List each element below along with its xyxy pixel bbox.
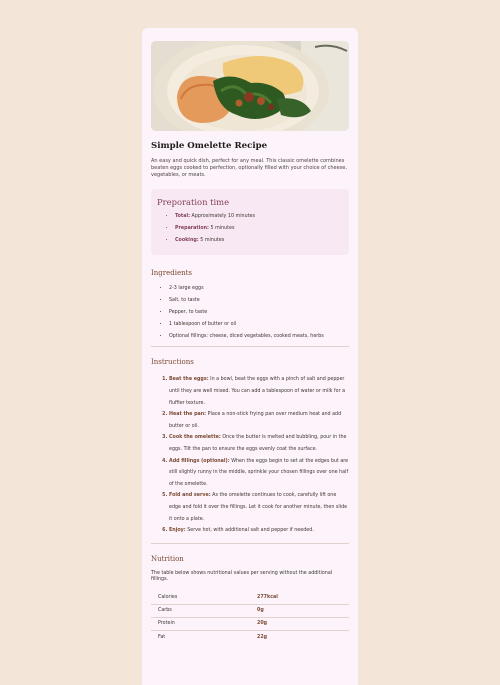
nutrient-value: 0g: [250, 604, 349, 617]
prep-value: 5 minutes: [198, 238, 225, 244]
page-title: Simple Omelette Recipe: [151, 141, 268, 151]
divider: [151, 346, 349, 347]
prep-label: Cooking:: [175, 238, 199, 244]
ingredients-heading: Ingredients: [151, 269, 193, 278]
nutrition-heading: Nutrition: [151, 554, 184, 563]
nutrient-name: Calories: [151, 592, 250, 605]
nutrient-name: Protein: [151, 617, 250, 630]
list-item: • Salt, to taste: [169, 297, 349, 304]
nutrient-value: 277kcal: [250, 592, 349, 605]
list-item: • 1 tablespoon of butter or oil: [169, 321, 349, 328]
ingredients-list: [151, 285, 349, 340]
prep-time-box: [151, 189, 349, 255]
step-label: Fold and serve:: [169, 493, 211, 499]
table-row: [151, 604, 349, 617]
step-text: When the eggs begin to set at the edges but are still slightly runny in the middle, sprinkle your chosen fillings over one half of the omelette.: [169, 458, 349, 487]
table-row: [151, 592, 349, 605]
list-item: • 2-3 large eggs: [169, 285, 349, 292]
step-label: Beat the eggs:: [169, 377, 209, 383]
list-item: [175, 213, 343, 220]
prep-heading: Preporation time: [157, 197, 230, 208]
instructions-heading: Instructions: [151, 358, 194, 367]
nutrient-value: 20g: [250, 617, 349, 630]
prep-list: [157, 213, 343, 244]
list-item: [175, 225, 343, 232]
step-text: Serve hot, with additional salt and pepper if needed.: [185, 528, 314, 534]
nutrition-table: [151, 592, 349, 644]
step-label: Cook the omelette:: [169, 435, 221, 441]
prep-value: Approximately 10 minutes: [190, 214, 255, 220]
step-text: Once the butter is melted and bubbling, pour in the eggs. Tilt the pan to ensure the eggs evenly coat the surface.: [169, 435, 347, 452]
step-text: Place a non-stick frying pan over medium heat and add butter or oil.: [169, 412, 342, 429]
nutrient-value: 22g: [257, 634, 268, 640]
list-item: [169, 490, 349, 525]
recipe-intro: An easy and quick dish, perfect for any meal. This classic omelette combines beaten eggs cooked to perfection, optionally filled with your choice of cheese, vegetables, or meats.: [151, 158, 347, 178]
step-label: Enjoy:: [169, 528, 186, 534]
prep-value: 5 minutes: [208, 226, 235, 232]
prep-label: Preparation:: [175, 226, 209, 232]
prep-label: Total:: [175, 214, 191, 220]
list-item: [175, 237, 343, 244]
list-item: [169, 374, 349, 409]
list-item: [169, 456, 349, 491]
nutrient-name: Fat: [158, 634, 166, 640]
omelette-image: [151, 41, 349, 131]
table-row: [151, 631, 349, 644]
step-text: In a bowl, beat the eggs with a pinch of salt and pepper until they are well mixed. You can add a tablespoon of water or milk for a fluffier texture.: [169, 377, 346, 406]
instructions-list: [151, 374, 349, 536]
list-item: • Optional fillings: cheese, diced vegetables, cooked meats, herbs: [169, 333, 349, 340]
list-item: [169, 409, 349, 432]
list-item: [169, 432, 349, 455]
table-row: [151, 617, 349, 630]
recipe-card: [142, 28, 358, 685]
step-label: Add fillings (optional):: [169, 458, 230, 464]
nutrition-intro: The table below shows nutritional values per serving without the additional fillings.: [151, 570, 333, 583]
divider: [151, 543, 349, 544]
list-item: [169, 525, 349, 537]
step-text: As the omelette continues to cook, carefully lift one edge and fold it over the fillings. Let it cook for another minute, then slide it onto a plate.: [169, 493, 348, 522]
nutrient-name: Carbs: [151, 604, 250, 617]
step-label: Heat the pan:: [169, 412, 207, 418]
list-item: • Pepper, to taste: [169, 309, 349, 316]
